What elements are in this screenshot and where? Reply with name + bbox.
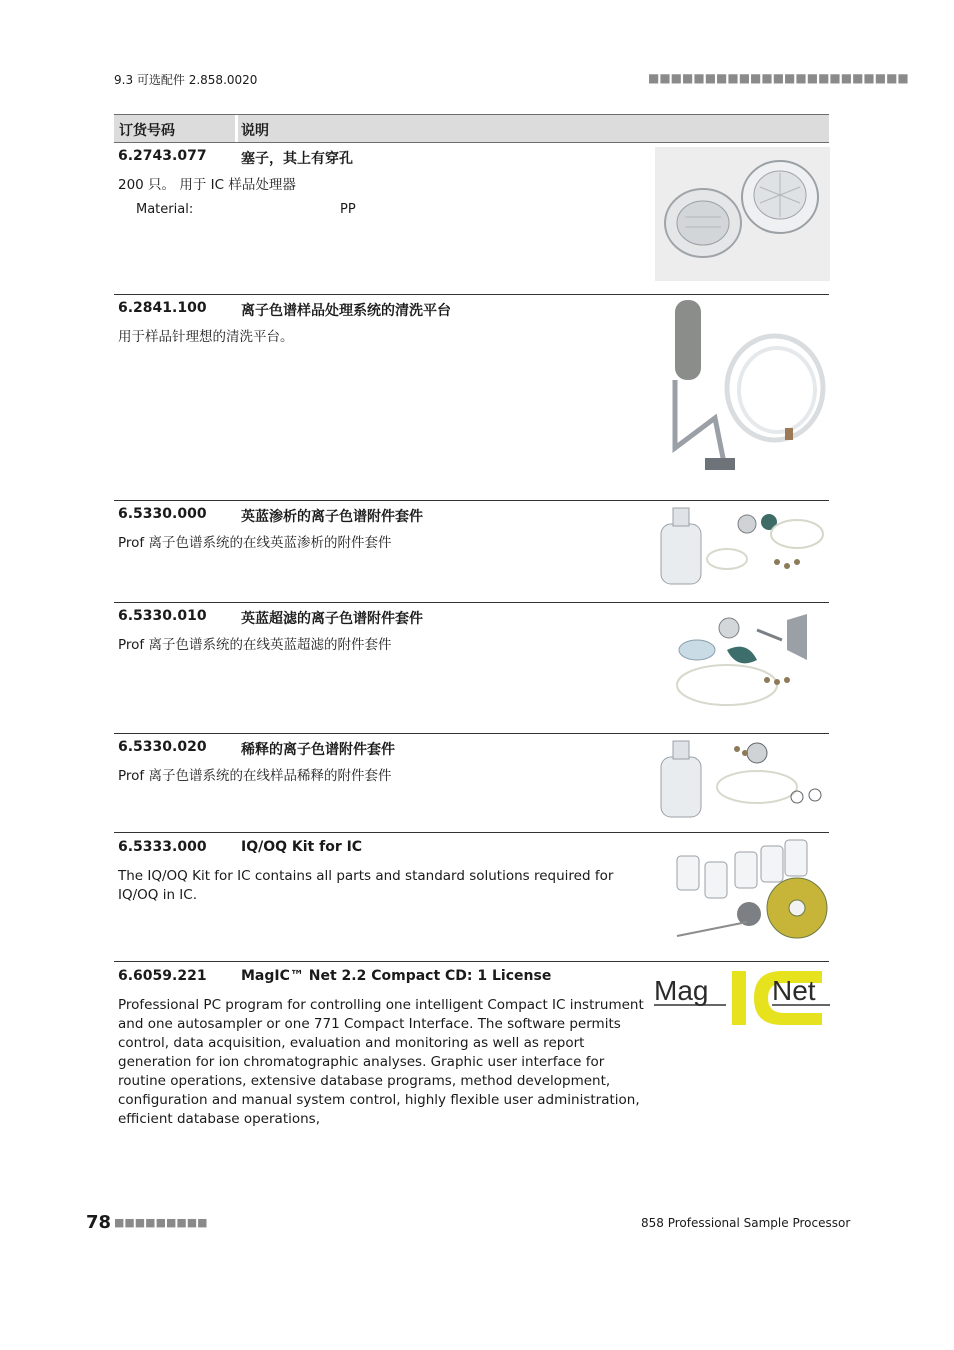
table-row xyxy=(114,500,829,602)
iq-oq-kit-image xyxy=(657,836,829,946)
property-label: Material: xyxy=(136,202,194,217)
item-title: IQ/OQ Kit for IC xyxy=(241,839,363,855)
header-dots: ■■■■■■■■■■■■■■■■■■■■■■■ xyxy=(648,71,909,85)
order-code: 6.5330.000 xyxy=(118,506,207,522)
table-row xyxy=(114,832,829,961)
dilution-kit-image xyxy=(657,737,829,821)
stopper-image xyxy=(655,147,830,281)
rinsing-station-image xyxy=(655,298,830,492)
table-header xyxy=(114,114,829,143)
item-description: The IQ/OQ Kit for IC contains all parts and standard solutions required for IQ/OQ in IC. xyxy=(118,868,614,903)
item-description: Prof 离子色谱系统的在线英蓝渗析的附件套件 xyxy=(118,535,392,551)
item-description: 200 只。 用于 IC 样品处理器 xyxy=(118,177,296,193)
order-code: 6.5333.000 xyxy=(118,839,207,855)
table-row xyxy=(114,602,829,733)
order-code: 6.6059.221 xyxy=(118,968,207,984)
table-row xyxy=(114,961,829,1127)
column-header-description: 说明 xyxy=(241,123,269,139)
item-title: 塞子，其上有穿孔 xyxy=(241,151,353,167)
item-title: 英蓝渗析的离子色谱附件套件 xyxy=(241,509,423,525)
logo-text-middle xyxy=(734,973,735,974)
item-description: Prof 离子色谱系统的在线样品稀释的附件套件 xyxy=(118,768,392,784)
logo-text-right: Net xyxy=(772,975,816,1006)
property-value: PP xyxy=(340,202,356,217)
ultrafiltration-kit-image xyxy=(657,610,829,714)
table-row xyxy=(114,294,829,500)
table-row xyxy=(114,733,829,832)
logo-text-left: Mag xyxy=(654,975,709,1006)
item-title: 离子色谱样品处理系统的清洗平台 xyxy=(241,303,451,319)
item-description: Professional PC program for controlling one intelligent Compact IC instrument and one autosampler or one 771 Compact Interface. The software permits control, data acquisition, evaluation and monitoring as well as report generation for ion chromatographic analyses. Graphic user interface for routine operations, extensive database programs, method development, configuration and manual system control, highly flexible user administration, efficient database operations, xyxy=(118,997,644,1127)
column-header-order-number: 订货号码 xyxy=(119,123,175,139)
order-code: 6.2841.100 xyxy=(118,300,207,316)
item-description: 用于样品针理想的清洗平台。 xyxy=(118,329,294,345)
item-title: 英蓝超滤的离子色谱附件套件 xyxy=(241,611,423,627)
document-title: 858 Professional Sample Processor xyxy=(641,1216,851,1230)
order-code: 6.5330.020 xyxy=(118,739,207,755)
item-description: Prof 离子色谱系统的在线英蓝超滤的附件套件 xyxy=(118,637,392,653)
item-title: MagIC™ Net 2.2 Compact CD: 1 License xyxy=(241,968,552,984)
item-title: 稀释的离子色谱附件套件 xyxy=(241,742,395,758)
order-code: 6.2743.077 xyxy=(118,148,207,164)
magic-net-logo xyxy=(654,963,830,1027)
footer-dots: ■■■■■■■■■ xyxy=(114,1216,208,1229)
order-code: 6.5330.010 xyxy=(118,608,207,624)
section-header: 9.3 可选配件 2.858.0020 xyxy=(114,73,258,87)
table-row xyxy=(114,144,829,294)
page-number: 78 xyxy=(86,1212,112,1233)
dialysis-kit-image xyxy=(657,504,829,588)
